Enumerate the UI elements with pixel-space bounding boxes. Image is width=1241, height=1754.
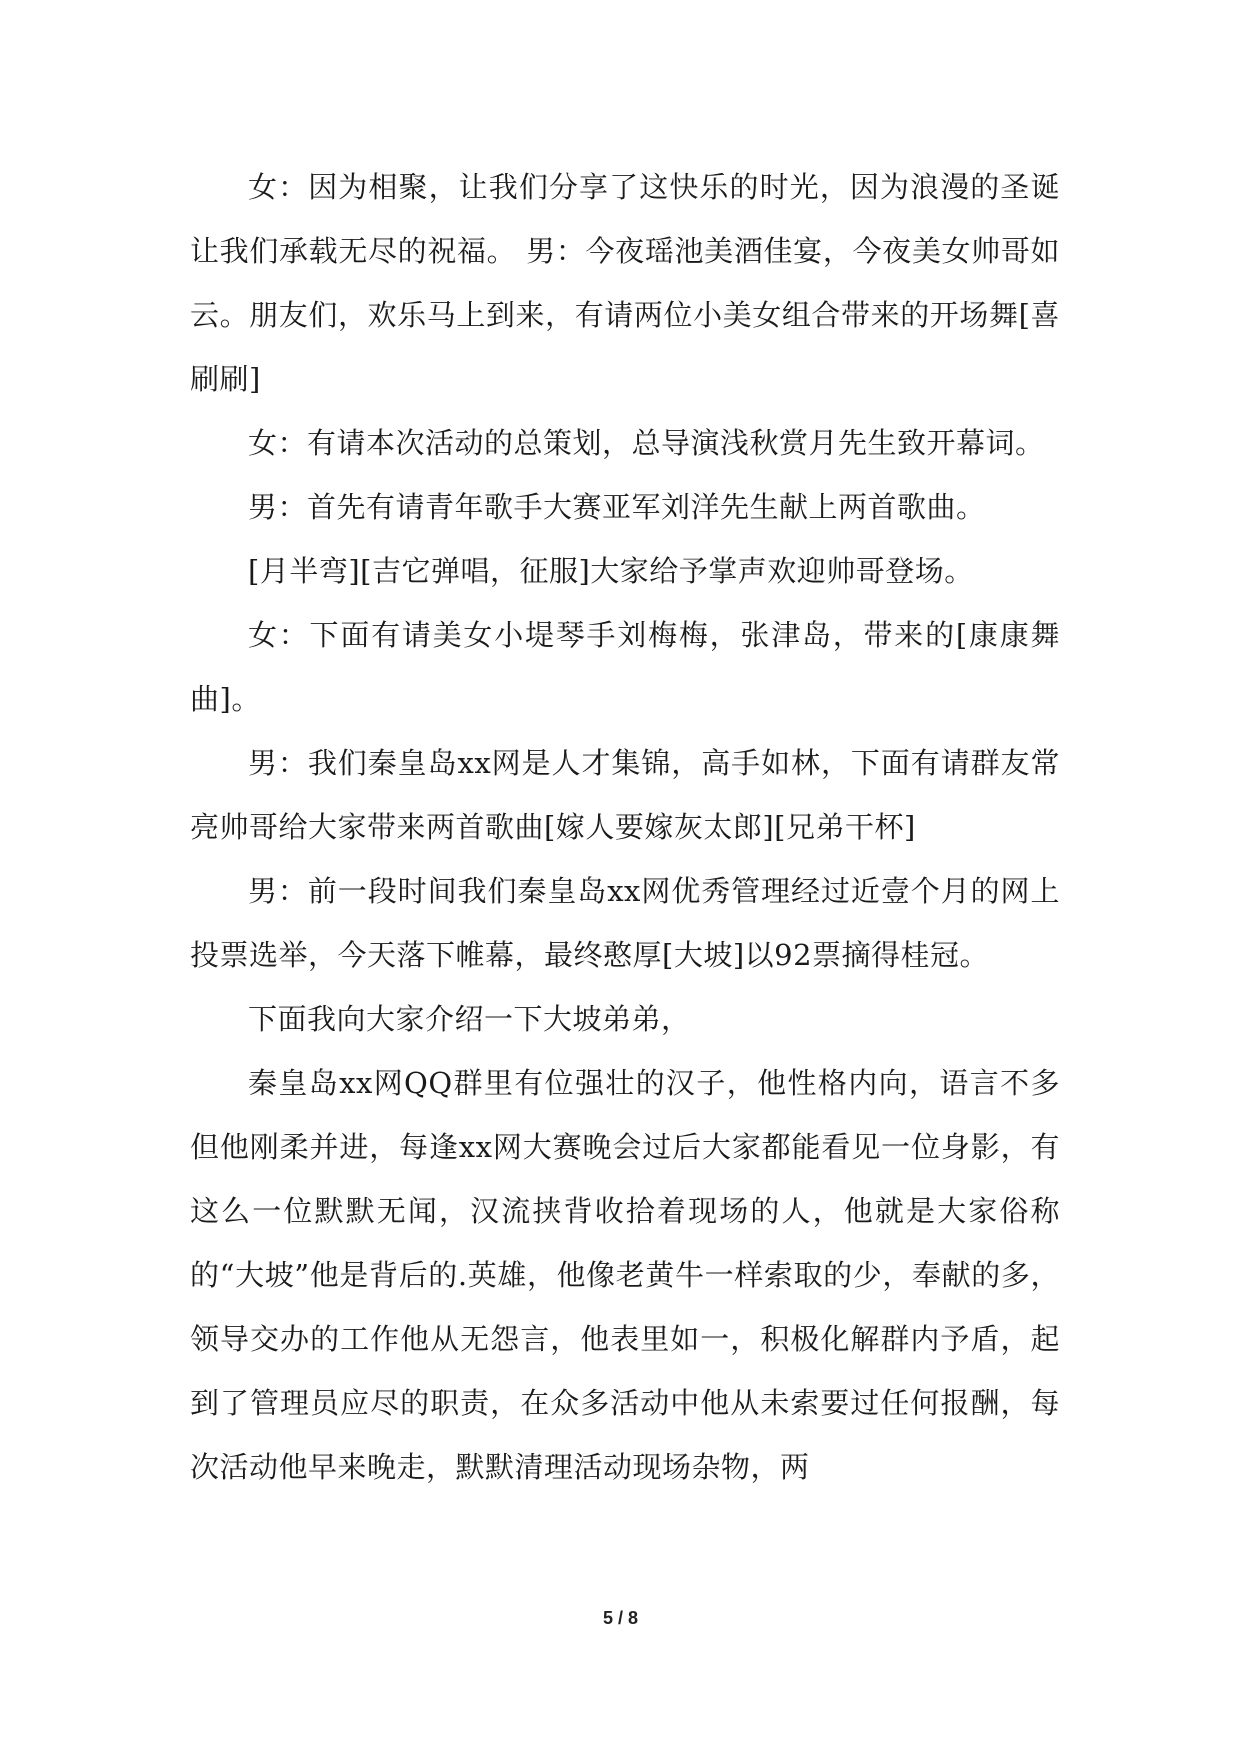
- page-number: 5 / 8: [602, 1608, 639, 1628]
- document-body: [190, 155, 1060, 1499]
- paragraph: 秦皇岛xx网QQ群里有位强壮的汉子，他性格内向，语言不多但他刚柔并进，每逢xx网大赛晚会过后大家都能看见一位身影，有这么一位默默无闻，汉流挟背收拾着现场的人，他就是大家俗称的“大坡”他是背后的.英雄，他像老黄牛一样索取的少，奉献的多，领导交办的工作他从无怨言，他表里如一，积极化解群内予盾，起到了管理员应尽的职责，在众多活动中他从未索要过任何报酬，每次活动他早来晚走，默默清理活动现场杂物，两: [190, 1066, 1060, 1484]
- paragraph: 下面我向大家介绍一下大坡弟弟，: [248, 1002, 691, 1036]
- paragraph: 女：有请本次活动的总策划，总导演浅秋赏月先生致开幕词。: [248, 426, 1045, 460]
- paragraph: 女：下面有请美女小堤琴手刘梅梅，张津岛，带来的[康康舞曲]。: [190, 618, 1060, 716]
- paragraph: 男：首先有请青年歌手大赛亚军刘洋先生献上两首歌曲。: [248, 490, 986, 524]
- paragraph: 女：因为相聚，让我们分享了这快乐的时光，因为浪漫的圣诞让我们承载无尽的祝福。 男：今夜瑶池美酒佳宴，今夜美女帅哥如云。朋友们，欢乐马上到来，有请两位小美女组合带来的开场舞[喜刷刷]: [190, 170, 1060, 396]
- paragraph: 男：前一段时间我们秦皇岛xx网优秀管理经过近壹个月的网上投票选举，今天落下帷幕，最终憨厚[大坡]以92票摘得桂冠。: [190, 874, 1060, 972]
- paragraph: 男：我们秦皇岛xx网是人才集锦，高手如林，下面有请群友常亮帅哥给大家带来两首歌曲[嫁人要嫁灰太郎][兄弟干杯]: [190, 746, 1060, 844]
- paragraph: [月半弯][吉它弹唱，征服]大家给予掌声欢迎帅哥登场。: [248, 554, 974, 588]
